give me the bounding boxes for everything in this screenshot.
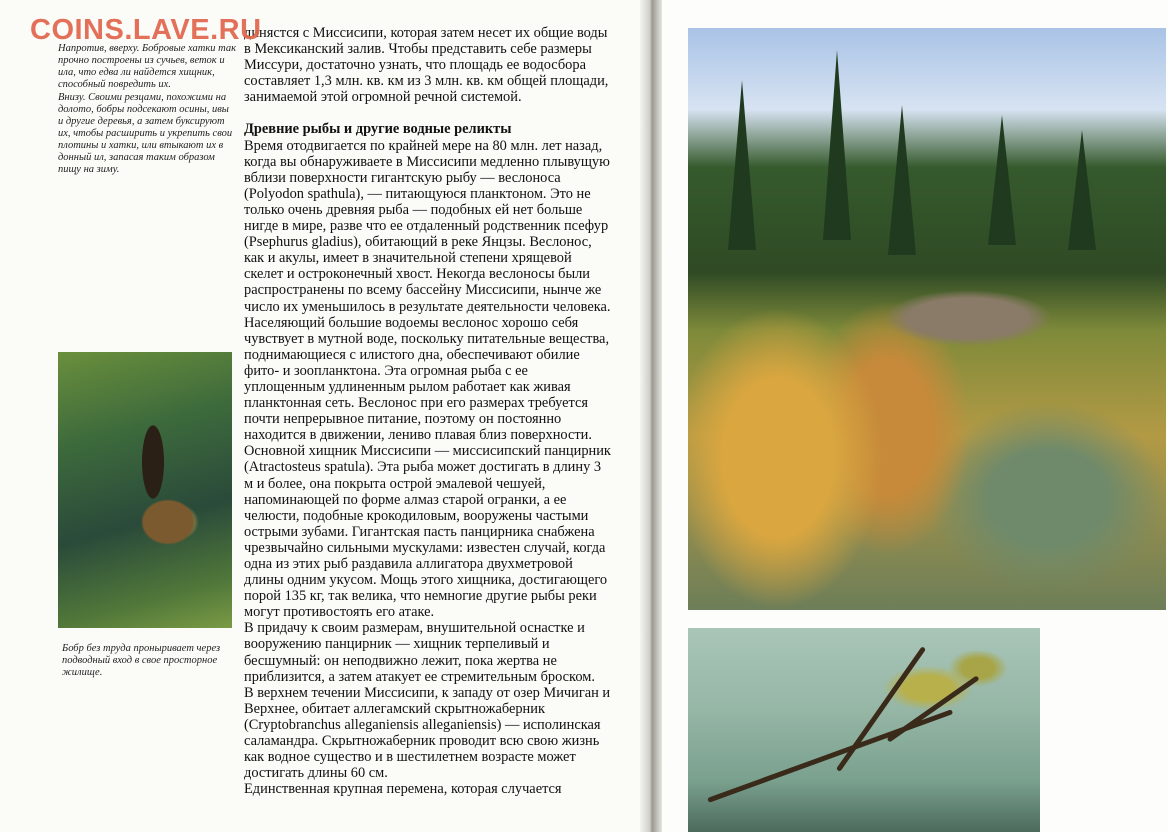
article-body [244, 25, 612, 797]
caption-beaver: Бобр без труда проныривает через подводный вход в свое просторное жилище. [62, 643, 221, 678]
section-heading: Древние рыбы и другие водные реликты [244, 121, 512, 138]
caption-top: Напротив, вверху. Бобровые хатки так прочно построены из сучьев, веток и ила, что едва ли найдется хищник, способный повредить их. [58, 43, 237, 90]
tree-shape [728, 80, 756, 250]
paragraph: В верхнем течении Миссисипи, к западу от озер Мичиган и Верхнее, обитает аллегамский скрытножаберник (Cryptobranchus alleganiensis alleganiensis) — исполинская саламандра. Скрытножаберник проводит всю свою жизнь как водное существо и в шестилетнем возрасте может достигать длины 60 см. [244, 684, 611, 782]
tree-shape [888, 105, 916, 255]
caption-middle: Внизу. Своими резцами, похожими на долото, бобры подсекают осины, ивы и другие деревья, а затем буксируют их, чтобы расширить и укрепить свои плотины и хатки, или втыкают их в донный ил, запасая таким образом пищу на зиму. [58, 92, 233, 175]
tree-shape [988, 115, 1016, 245]
tree-shape [823, 50, 851, 240]
watermark-logo: COINS.LAVE.RU [30, 14, 262, 46]
branch-shape [836, 646, 926, 772]
fallen-branch-photo [688, 628, 1040, 832]
paragraph: Основной хищник Миссисипи — миссисипский панцирник (Atractosteus spatula). Эта рыба может достигать в длину 3 м и более, она покрыта острой эмалевой чешуей, напоминающей по форме алмаз старой огранки, а ее челюсти, подобные крокодиловым, вооружены частыми острыми зубами. Гигантская пасть панцирника снабжена чрезвычайно сильными мускулами: известен случай, когда одна из этих рыб раздавила аллигатора двухметровой длины одним укусом. Мощь этого хищника, достигающего порой 135 кг, так велика, что немногие другие рыбы реки могут противостоять его атаке. [244, 443, 611, 621]
paragraph: В придачу к своим размерам, внушительной оснастке и вооружению панцирник — хищник терпеливый и бесшумный: он неподвижно лежит, пока жертва не приблизится, а затем атакует ее стремительным броском. [244, 620, 595, 685]
tree-shape [1068, 130, 1096, 250]
book-gutter [640, 0, 662, 832]
beaver-photo [58, 352, 232, 628]
paragraph: Населяющий большие водоемы веслонос хорошо себя чувствует в мутной воде, поскольку питательные вещества, поднимающиеся с илистого дна, обеспечивают обилие фито- и зоопланктона. Эта огромная рыба с ее уплощенным удлиненным рылом работает как живая планктонная сеть. Веслонос при его размерах требуется почти непрерывное питание, поэтому он постоянно находится в движении, лениво плавая близ поверхности. [244, 314, 610, 444]
beaver-dam-photo [688, 28, 1166, 610]
paragraph: Единственная крупная перемена, которая случается [244, 781, 562, 798]
paragraph: динястся с Миссисипи, которая затем несет их общие воды в Мексиканский залив. Чтобы представить себе размеры Миссури, достаточно узнать, что площадь ее водосбора составляет 1,3 млн. кв. км из 3 млн. кв. км общей площади, занимаемой этой огромной речной системой. [244, 25, 609, 106]
paragraph: Время отодвигается по крайней мере на 80 млн. лет назад, когда вы обнаруживаете в Миссисипи медленно плывущую вблизи поверхности гигантскую рыбу — веслоноса (Polyodon spathula), — питающуюся планктоном. Это не только очень древняя рыба — подобных ей нет больше нигде в мире, разве что ее отдаленный родственник псефур (Psephurus gladius), обитающий в реке Янцзы. Веслонос, как и акулы, имеет в значительной степени хрящевой скелет и остроконечный хвост. Некогда веслоносы были распространены по всему бассейну Миссисипи, нынче же число их уменьшилось в результате деятельности человека. [244, 137, 611, 315]
